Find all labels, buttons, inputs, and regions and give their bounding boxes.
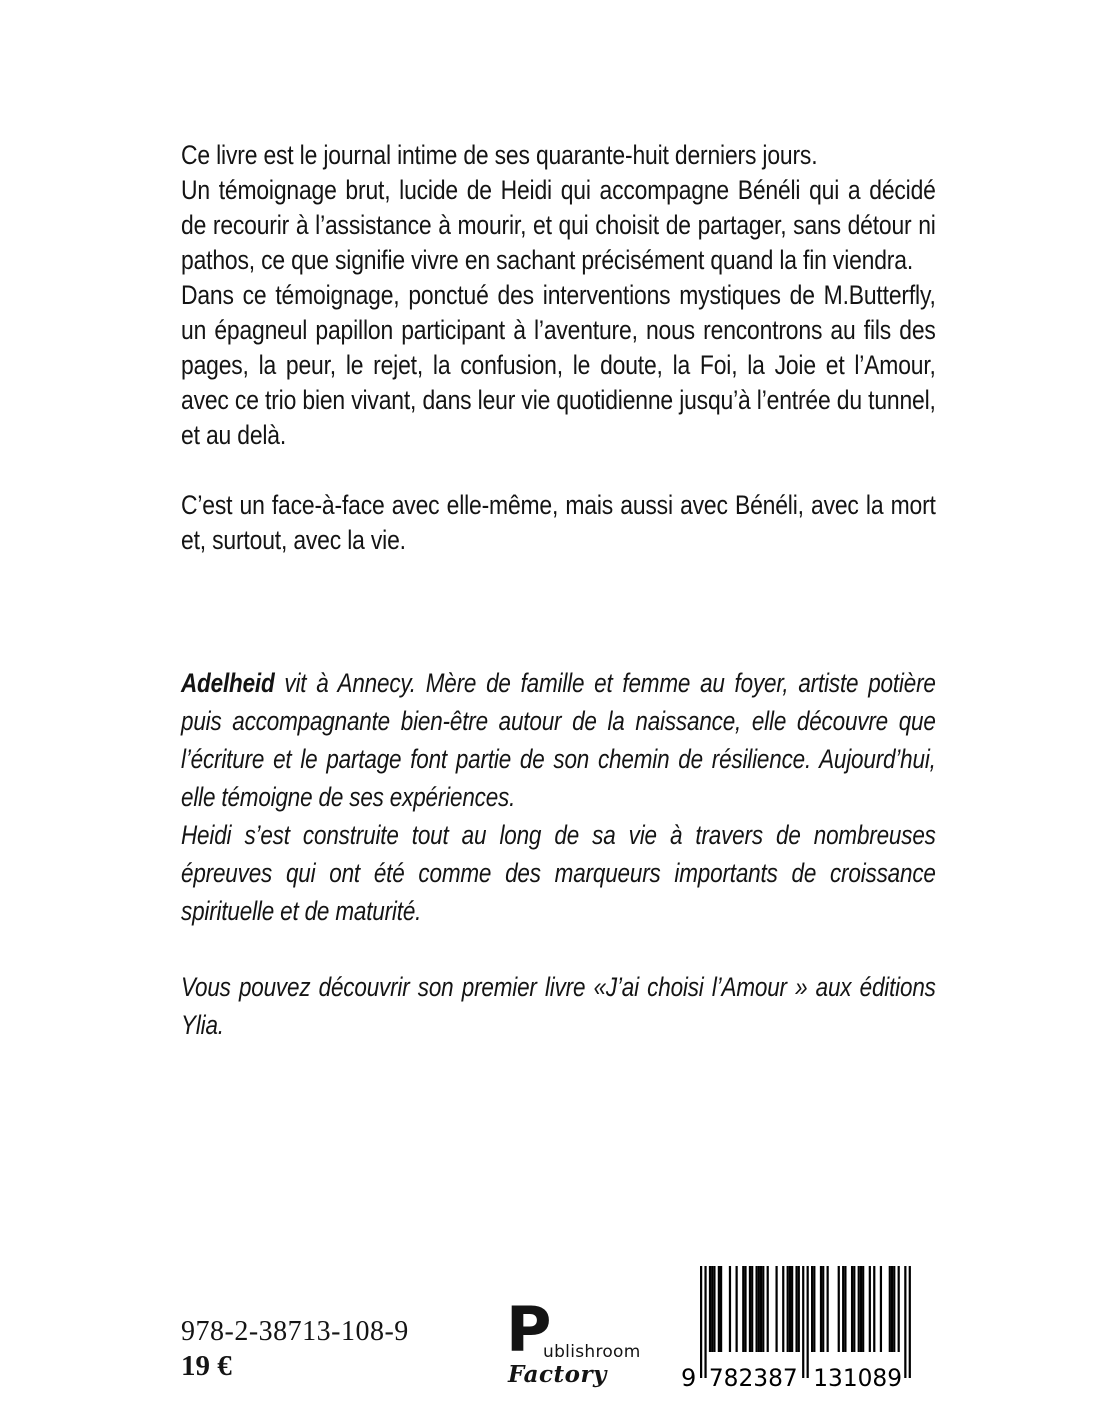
price-label: 19 € (181, 1350, 232, 1382)
author-bio-paragraph-1-text: vit à Annecy. Mère de famille et femme au foyer, artiste potière puis accompagnante bien-être autour de la naissance, elle découvre que l’écriture et le partage font partie de son chemin de résilience. Aujourd’hui, elle témoigne de ses expériences. (181, 668, 936, 812)
publishroom-factory-logo (502, 1293, 642, 1403)
isbn-number: 978-2-38713-108-9 (181, 1316, 409, 1347)
logo-factory-text: Factory (508, 1361, 607, 1388)
ean13-barcode (680, 1264, 932, 1394)
ean13-barcode-svg (680, 1264, 932, 1394)
synopsis-block (181, 138, 936, 558)
svg-text:131089: 131089 (813, 1364, 903, 1392)
synopsis-paragraph-3: Dans ce témoignage, ponctué des interventions mystiques de M.Butterfly, un épagneul papillon participant à l’aventure, nous rencontrons au fils des pages, la peur, le rejet, la confusion, le doute, la Foi, la Joie et l’Amour, avec ce trio bien vivant, dans leur vie quotidienne jusqu’à l’entrée du tunnel, et au delà. (181, 280, 936, 450)
author-bio-block (181, 664, 936, 1044)
logo-publishroom-text: ublishroom (543, 1342, 641, 1362)
author-bio-paragraph-3: Vous pouvez découvrir son premier livre «J’ai choisi l’Amour » aux éditions Ylia. (181, 972, 936, 1040)
author-bio-paragraph-1 (181, 664, 936, 816)
synopsis-paragraph-4: C’est un face-à-face avec elle-même, mais aussi avec Bénéli, avec la mort et, surtout, avec la vie. (181, 490, 936, 555)
author-bio-paragraph-2: Heidi s’est construite tout au long de sa vie à travers de nombreuses épreuves qui ont été comme des marqueurs importants de croissance spirituelle et de maturité. (181, 820, 936, 926)
logo-initial-p: P (506, 1293, 552, 1366)
author-name: Adelheid (181, 668, 275, 698)
back-cover-text-column (181, 138, 936, 1044)
synopsis-paragraph-2: Un témoignage brut, lucide de Heidi qui accompagne Bénéli qui a décidé de recourir à l’assistance à mourir, et qui choisit de partager, sans détour ni pathos, ce que signifie vivre en sachant précisément quand la fin viendra. (181, 175, 936, 275)
synopsis-paragraph-1: Ce livre est le journal intime de ses quarante-huit derniers jours. (181, 140, 818, 170)
svg-text:9: 9 (681, 1364, 697, 1392)
svg-text:782387: 782387 (708, 1364, 798, 1392)
